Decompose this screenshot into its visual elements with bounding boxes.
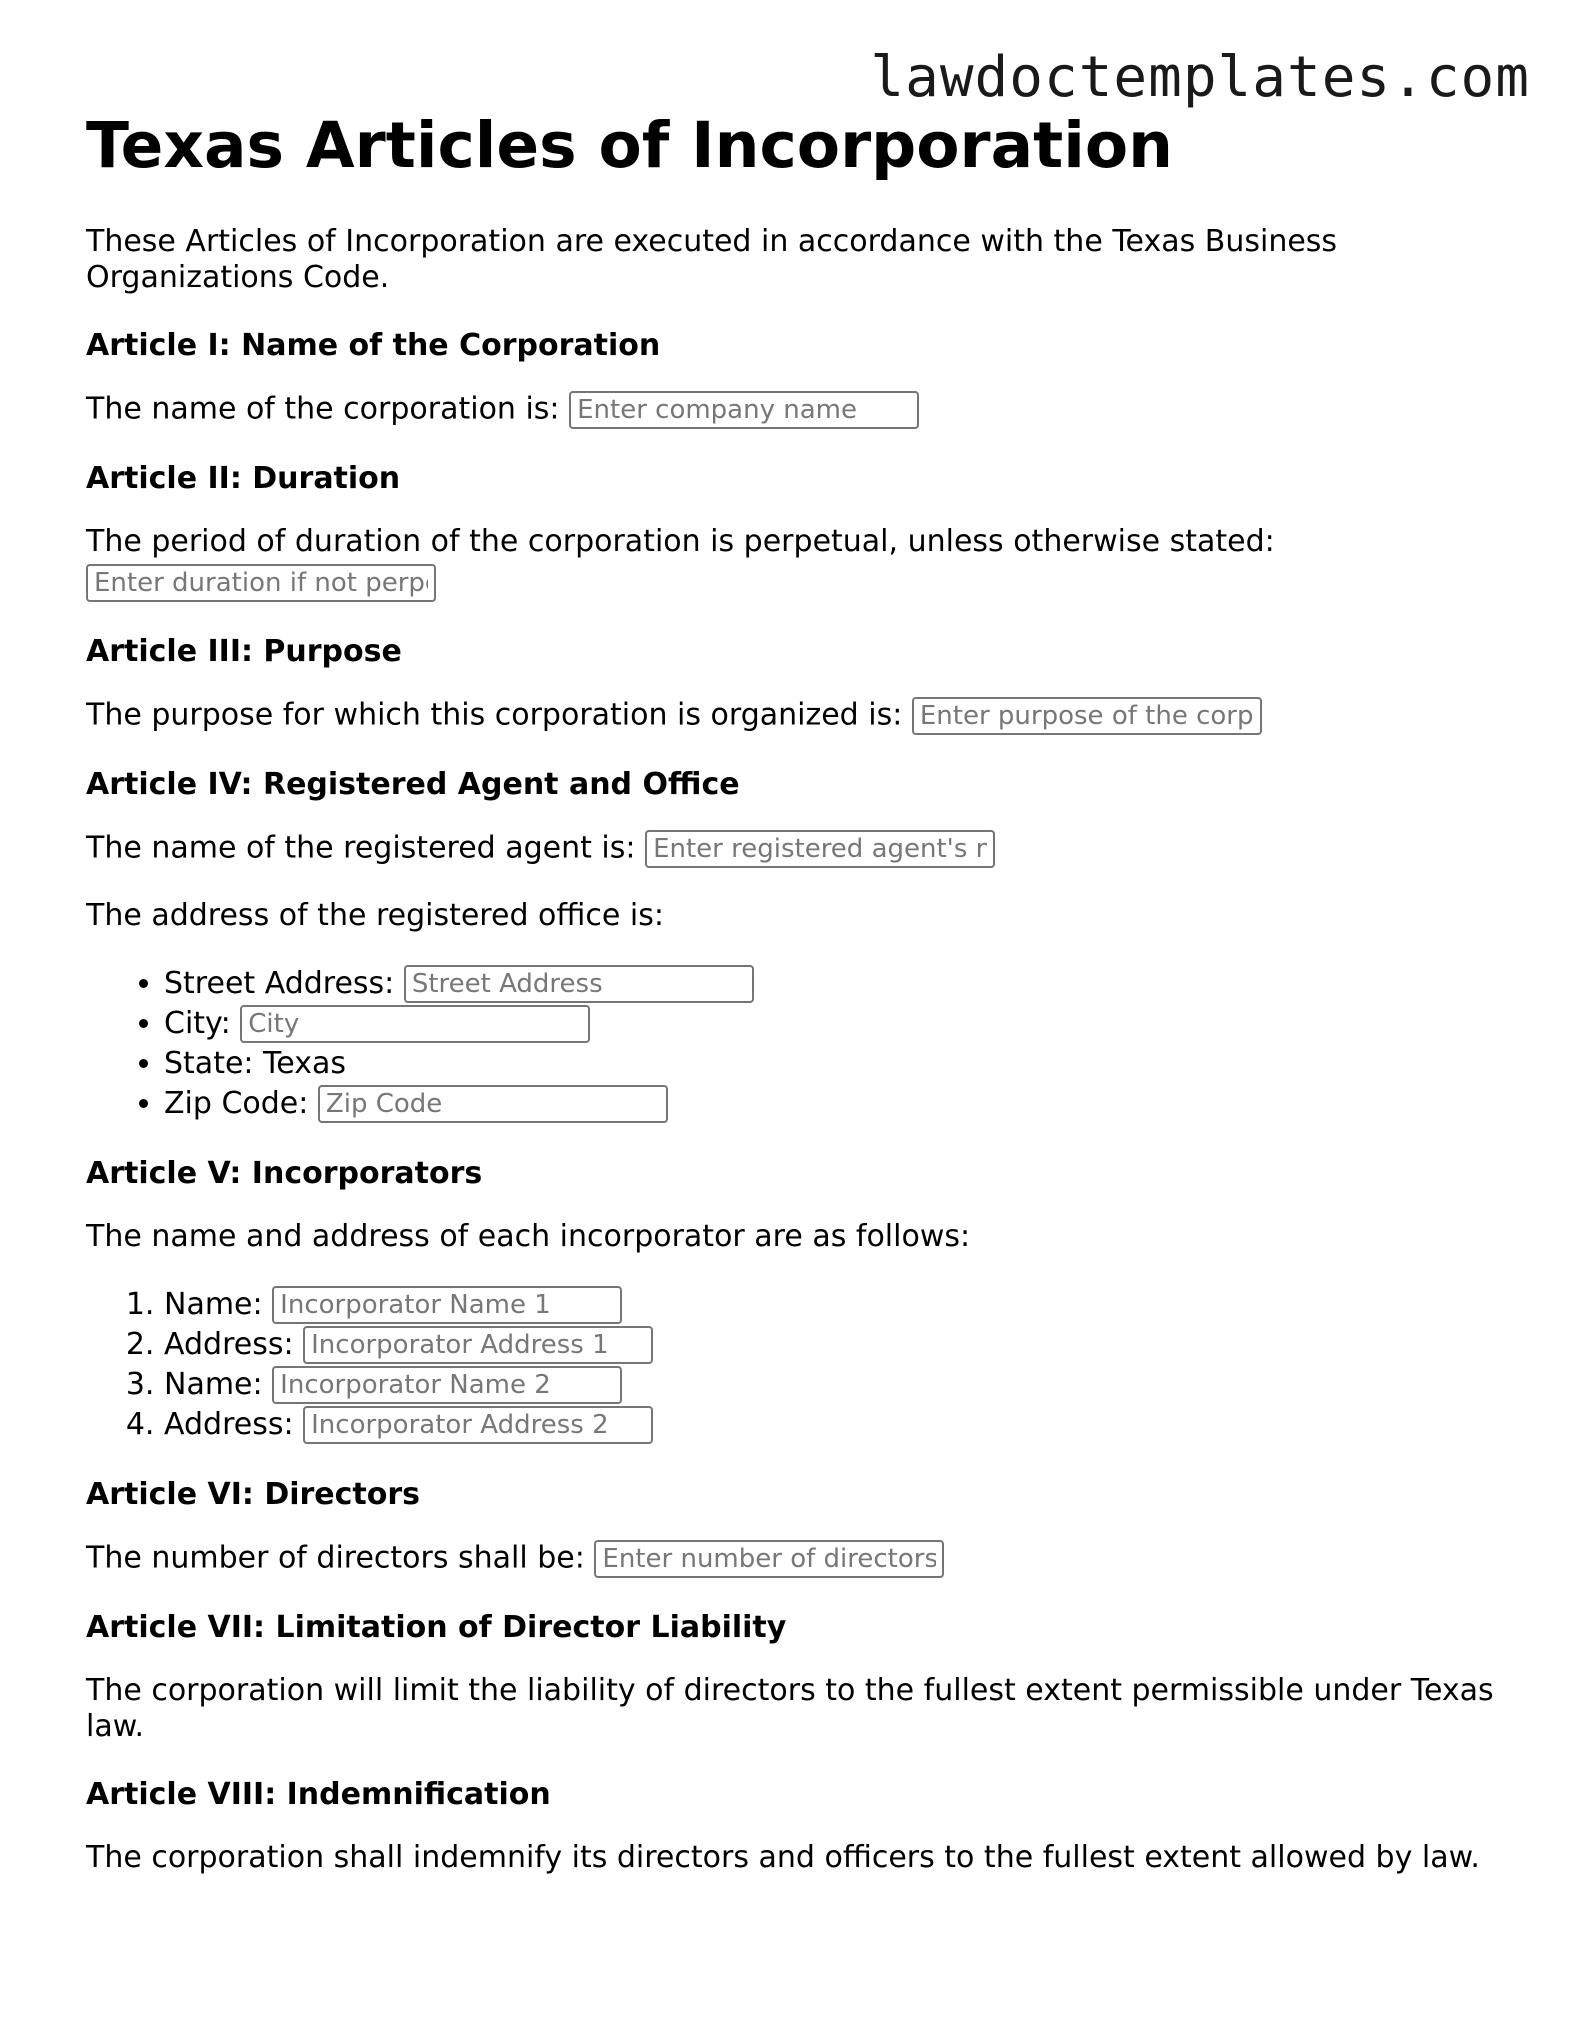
article-7-text: The corporation will limit the liability of directors to the fullest extent permissible under Texas law.	[86, 1672, 1494, 1744]
incorporator-name-label: Name:	[164, 1366, 263, 1402]
incorporator-name-1-input[interactable]	[272, 1286, 622, 1324]
incorporator-address-label: Address:	[164, 1406, 294, 1442]
list-item	[164, 964, 1506, 1004]
article-6-text	[86, 1540, 1506, 1578]
list-item	[164, 1285, 1506, 1325]
article-5-text: The name and address of each incorporator are as follows:	[86, 1218, 971, 1254]
list-item	[164, 1325, 1506, 1365]
incorporator-list	[86, 1285, 1506, 1445]
article-1-heading: Article I: Name of the Corporation	[86, 327, 661, 363]
list-item	[164, 1405, 1506, 1445]
zip-label: Zip Code:	[164, 1085, 309, 1121]
article-1-text	[86, 391, 1506, 429]
city-input[interactable]	[240, 1005, 590, 1043]
company-name-input[interactable]	[569, 391, 919, 429]
list-item	[164, 1044, 1506, 1084]
article-7-heading: Article VII: Limitation of Director Liability	[86, 1609, 787, 1645]
incorporator-name-label: Name:	[164, 1286, 263, 1322]
article-3-heading: Article III: Purpose	[86, 633, 402, 669]
list-item	[164, 1004, 1506, 1044]
state-text: State: Texas	[164, 1045, 346, 1081]
article-4-address-text: The address of the registered office is:	[86, 897, 664, 933]
agent-label: The name of the registered agent is:	[86, 830, 636, 866]
article-1-label: The name of the corporation is:	[86, 391, 560, 427]
page-title: Texas Articles of Incorporation	[86, 109, 1173, 182]
article-2-label: The period of duration of the corporation is perpetual, unless otherwise stated:	[86, 523, 1275, 559]
intro-text: These Articles of Incorporation are executed in accordance with the Texas Business Organizations Code.	[86, 223, 1338, 295]
incorporator-address-2-input[interactable]	[303, 1406, 653, 1444]
article-6-heading: Article VI: Directors	[86, 1476, 421, 1512]
article-2-heading: Article II: Duration	[86, 460, 401, 496]
incorporator-address-label: Address:	[164, 1326, 294, 1362]
directors-number-input[interactable]	[594, 1540, 944, 1578]
article-8-text: The corporation shall indemnify its directors and officers to the fullest extent allowed by law.	[86, 1839, 1480, 1875]
address-list	[86, 964, 1506, 1124]
registered-agent-input[interactable]	[645, 830, 995, 868]
street-address-input[interactable]	[404, 965, 754, 1003]
list-item	[164, 1084, 1506, 1124]
article-4-heading: Article IV: Registered Agent and Office	[86, 766, 740, 802]
incorporator-name-2-input[interactable]	[272, 1366, 622, 1404]
zip-code-input[interactable]	[318, 1085, 668, 1123]
street-label: Street Address:	[164, 965, 395, 1001]
incorporator-address-1-input[interactable]	[303, 1326, 653, 1364]
watermark: lawdoctemplates.com	[870, 45, 1530, 110]
duration-input[interactable]	[86, 564, 436, 602]
document	[86, 108, 1506, 1906]
purpose-input[interactable]	[912, 697, 1262, 735]
list-item	[164, 1365, 1506, 1405]
article-3-text	[86, 697, 1506, 735]
article-6-label: The number of directors shall be:	[86, 1540, 585, 1576]
article-5-heading: Article V: Incorporators	[86, 1155, 483, 1191]
article-4-agent-text	[86, 830, 1506, 868]
article-2-text	[86, 524, 1506, 602]
article-8-heading: Article VIII: Indemnification	[86, 1776, 551, 1812]
city-label: City:	[164, 1005, 231, 1041]
article-3-label: The purpose for which this corporation is organized is:	[86, 697, 903, 733]
